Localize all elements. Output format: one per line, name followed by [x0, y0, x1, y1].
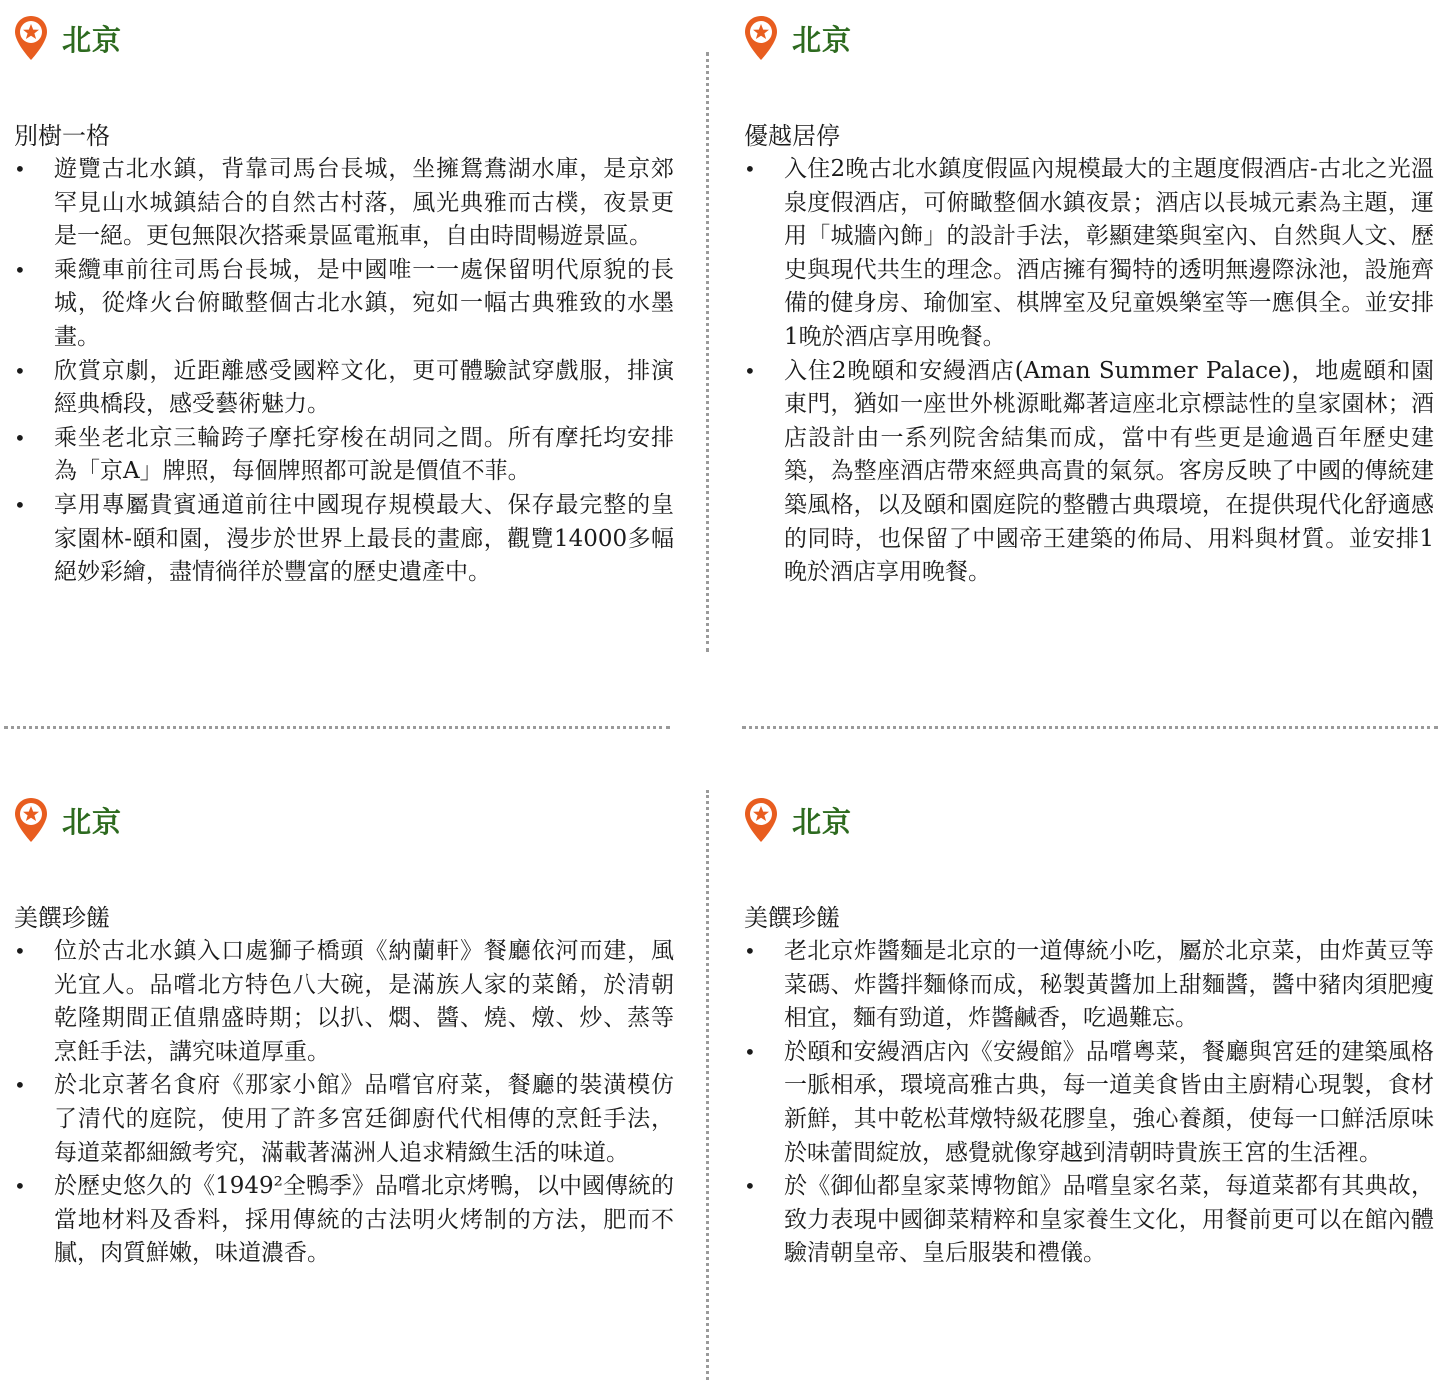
location-header	[14, 792, 674, 848]
vertical-divider	[706, 790, 709, 1380]
list-item: • 老北京炸醬麵是北京的一道傳統小吃，屬於北京菜，由炸黃豆等菜碼、炸醬拌麵條而成，秘製黃醬加上甜麵醬，醬中豬肉須肥瘦相宜，麵有勁道，炸醬鹹香，吃過難忘。	[744, 935, 1434, 1036]
list-item: • 欣賞京劇，近距離感受國粹文化，更可體驗試穿戲服，排演經典橋段，感受藝術魅力。	[14, 355, 674, 422]
bullet-list	[744, 935, 1434, 1271]
location-title: 北京	[792, 804, 853, 839]
location-header	[744, 792, 1434, 848]
list-item: • 享用專屬貴賓通道前往中國現存規模最大、保存最完整的皇家園林-頤和園，漫步於世界上最長的畫廊，觀覽14000多幅絕妙彩繪，盡情徜徉於豐富的歷史遺產中。	[14, 489, 674, 590]
horizontal-divider-left	[4, 726, 670, 729]
map-pin-star-icon	[14, 797, 48, 843]
section-heading: 美饌珍饈	[744, 904, 840, 932]
location-title: 北京	[62, 22, 123, 57]
list-item: • 位於古北水鎮入口處獅子橋頭《納蘭軒》餐廳依河而建，風光宜人。品嚐北方特色八大碗，是滿族人家的菜餚，於清朝乾隆期間正值鼎盛時期；以扒、燜、醬、燒、燉、炒、蒸等烹飪手法，講究味道厚重。	[14, 935, 674, 1069]
list-item: • 於歷史悠久的《1949²全鴨季》品嚐北京烤鴨，以中國傳統的當地材料及香料，採用傳統的古法明火烤制的方法，肥而不膩，肉質鮮嫩，味道濃香。	[14, 1170, 674, 1271]
vertical-divider	[706, 52, 709, 652]
bullet-list	[14, 153, 674, 590]
list-item: • 於北京著名食府《那家小館》品嚐官府菜，餐廳的裝潢模仿了清代的庭院，使用了許多宮廷御廚代代相傳的烹飪手法，每道菜都細緻考究，滿載著滿洲人追求精緻生活的味道。	[14, 1069, 674, 1170]
section-heading: 優越居停	[744, 122, 840, 150]
location-header	[14, 10, 674, 66]
list-item: • 遊覽古北水鎮，背靠司馬台長城，坐擁鴛鴦湖水庫，是京郊罕見山水城鎮結合的自然古村落，風光典雅而古樸，夜景更是一絕。更包無限次搭乘景區電瓶車，自由時間暢遊景區。	[14, 153, 674, 254]
list-item: • 乘坐老北京三輪跨子摩托穿梭在胡同之間。所有摩托均安排為「京A」牌照，每個牌照都可說是價值不菲。	[14, 422, 674, 489]
bullet-list	[14, 935, 674, 1271]
list-item: • 入住2晚古北水鎮度假區內規模最大的主題度假酒店-古北之光溫泉度假酒店，可俯瞰整個水鎮夜景；酒店以長城元素為主題，運用「城牆內飾」的設計手法，彰顯建築與室內、自然與人文、歷史與現代共生的理念。酒店擁有獨特的透明無邊際泳池，設施齊備的健身房、瑜伽室、棋牌室及兒童娛樂室等一應俱全。並安排1晚於酒店享用晚餐。	[744, 153, 1434, 355]
panel-top-right	[744, 10, 1434, 590]
panel-bottom-left	[14, 792, 674, 1271]
list-item: • 乘纜車前往司馬台長城，是中國唯一一處保留明代原貌的長城，從烽火台俯瞰整個古北水鎮，宛如一幅古典雅致的水墨畫。	[14, 254, 674, 355]
list-item: • 入住2晚頤和安縵酒店(Aman Summer Palace)，地處頤和園東門，猶如一座世外桃源毗鄰著這座北京標誌性的皇家園林；酒店設計由一系列院舍結集而成，當中有些更是逾過百年歷史建築，為整座酒店帶來經典高貴的氣氛。客房反映了中國的傳統建築風格，以及頤和園庭院的整體古典環境，在提供現代化舒適感的同時，也保留了中國帝王建築的佈局、用料與材質。並安排1晚於酒店享用晚餐。	[744, 355, 1434, 590]
section-heading: 別樹一格	[14, 122, 110, 150]
bullet-list	[744, 153, 1434, 590]
list-item: • 於頤和安縵酒店內《安縵館》品嚐粵菜，餐廳與宮廷的建築風格一脈相承，環境高雅古典，每一道美食皆由主廚精心現製，食材新鮮，其中乾松茸燉特級花膠皇，強心養顏，使每一口鮮活原味於味蕾間綻放，感覺就像穿越到清朝時貴族王宮的生活裡。	[744, 1036, 1434, 1170]
map-pin-star-icon	[14, 15, 48, 61]
list-item: • 於《御仙都皇家菜博物館》品嚐皇家名菜，每道菜都有其典故，致力表現中國御菜精粹和皇家養生文化，用餐前更可以在館內體驗清朝皇帝、皇后服裝和禮儀。	[744, 1170, 1434, 1271]
panel-top-left	[14, 10, 674, 590]
section-heading: 美饌珍饈	[14, 904, 110, 932]
location-title: 北京	[62, 804, 123, 839]
map-pin-star-icon	[744, 797, 778, 843]
map-pin-star-icon	[744, 15, 778, 61]
panel-bottom-right	[744, 792, 1434, 1271]
horizontal-divider-right	[742, 726, 1438, 729]
location-header	[744, 10, 1434, 66]
location-title: 北京	[792, 22, 853, 57]
